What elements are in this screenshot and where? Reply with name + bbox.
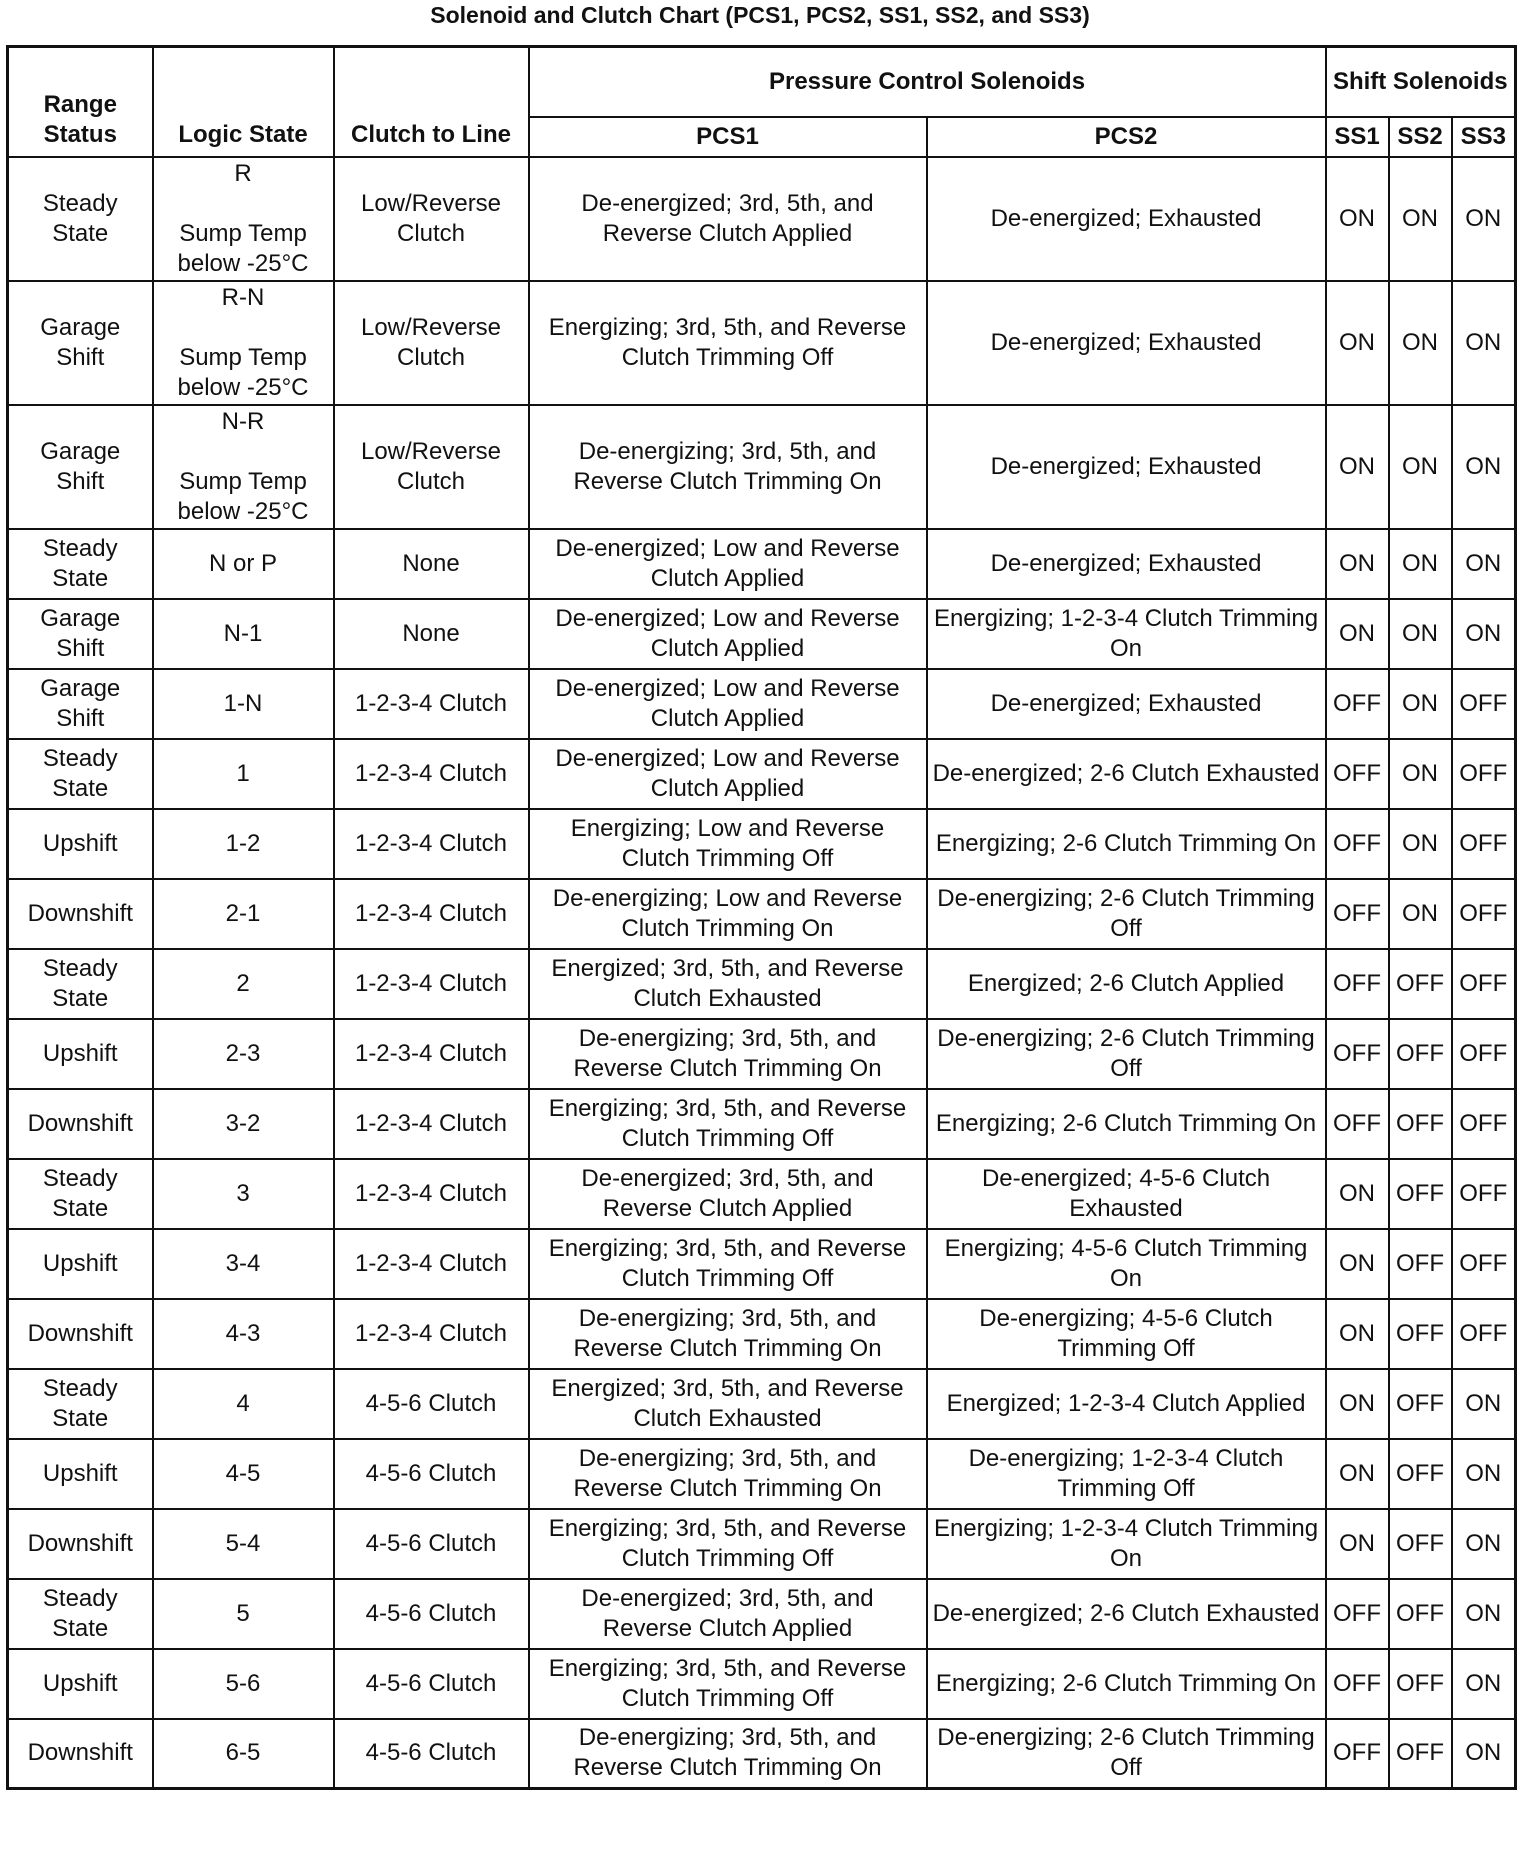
pcs2-cell: Energizing; 2-6 Clutch Trimming On (927, 1649, 1326, 1719)
pcs1-cell: Energizing; 3rd, 5th, and Reverse Clutch Trimming Off (529, 1649, 927, 1719)
logic-state-cell: 4-3 (153, 1299, 334, 1369)
pcs2-cell: Energizing; 2-6 Clutch Trimming On (927, 1089, 1326, 1159)
table-row (8, 405, 1516, 529)
pcs2-cell: De-energized; Exhausted (927, 405, 1326, 529)
ss3-cell: ON (1452, 1579, 1516, 1649)
table-row (8, 1369, 1516, 1439)
page-title: Solenoid and Clutch Chart (PCS1, PCS2, SS1, SS2, and SS3) (430, 2, 1090, 28)
header-ss3: SS3 (1452, 117, 1516, 157)
clutch-to-line-cell: 1-2-3-4 Clutch (334, 1159, 529, 1229)
header-clutch-to-line: Clutch to Line (334, 47, 529, 157)
pcs1-cell: Energizing; 3rd, 5th, and Reverse Clutch Trimming Off (529, 281, 927, 405)
ss3-cell: ON (1452, 1439, 1516, 1509)
ss1-cell: ON (1326, 281, 1389, 405)
clutch-to-line-cell: 4-5-6 Clutch (334, 1719, 529, 1789)
logic-state-cell: 4 (153, 1369, 334, 1439)
pcs1-cell: De-energized; Low and Reverse Clutch Applied (529, 669, 927, 739)
range-status-cell: Upshift (8, 809, 153, 879)
clutch-to-line-cell: Low/Reverse Clutch (334, 405, 529, 529)
table-row (8, 739, 1516, 809)
logic-state-cell: 2 (153, 949, 334, 1019)
header-logic-state: Logic State (153, 47, 334, 157)
pcs2-cell: De-energized; Exhausted (927, 157, 1326, 281)
table-body (8, 157, 1516, 1789)
range-status-cell: Steady State (8, 739, 153, 809)
ss1-cell: ON (1326, 1369, 1389, 1439)
pcs1-cell: De-energizing; Low and Reverse Clutch Trimming On (529, 879, 927, 949)
pcs1-cell: Energizing; Low and Reverse Clutch Trimming Off (529, 809, 927, 879)
table-row (8, 1439, 1516, 1509)
pcs2-cell: De-energizing; 4-5-6 Clutch Trimming Off (927, 1299, 1326, 1369)
ss1-cell: ON (1326, 157, 1389, 281)
ss3-cell: ON (1452, 1719, 1516, 1789)
ss2-cell: OFF (1389, 1369, 1452, 1439)
table-row (8, 809, 1516, 879)
table-row (8, 529, 1516, 599)
ss1-cell: ON (1326, 1439, 1389, 1509)
ss2-cell: OFF (1389, 1299, 1452, 1369)
pcs1-cell: De-energizing; 3rd, 5th, and Reverse Clutch Trimming On (529, 1019, 927, 1089)
table-row (8, 669, 1516, 739)
ss3-cell: OFF (1452, 879, 1516, 949)
ss3-cell: OFF (1452, 1159, 1516, 1229)
pcs1-cell: De-energized; Low and Reverse Clutch Applied (529, 739, 927, 809)
ss3-cell: ON (1452, 281, 1516, 405)
range-status-cell: Steady State (8, 1369, 153, 1439)
range-status-cell: Downshift (8, 1509, 153, 1579)
ss2-cell: ON (1389, 529, 1452, 599)
ss2-cell: OFF (1389, 1229, 1452, 1299)
ss2-cell: OFF (1389, 949, 1452, 1019)
range-status-cell: Upshift (8, 1649, 153, 1719)
clutch-to-line-cell: 1-2-3-4 Clutch (334, 809, 529, 879)
ss2-cell: ON (1389, 405, 1452, 529)
header-ss2: SS2 (1389, 117, 1452, 157)
ss2-cell: OFF (1389, 1439, 1452, 1509)
logic-state-cell: 1 (153, 739, 334, 809)
ss1-cell: OFF (1326, 1019, 1389, 1089)
logic-state-cell: 2-3 (153, 1019, 334, 1089)
clutch-to-line-cell: Low/Reverse Clutch (334, 281, 529, 405)
clutch-to-line-cell: None (334, 529, 529, 599)
logic-state-cell: 1-2 (153, 809, 334, 879)
ss1-cell: OFF (1326, 1649, 1389, 1719)
header-pressure-control-solenoids: Pressure Control Solenoids (529, 47, 1326, 117)
logic-state-cell: 1-N (153, 669, 334, 739)
table-row (8, 1229, 1516, 1299)
range-status-cell: Garage Shift (8, 599, 153, 669)
pcs2-cell: De-energized; 2-6 Clutch Exhausted (927, 1579, 1326, 1649)
pcs2-cell: De-energized; Exhausted (927, 281, 1326, 405)
pcs1-cell: De-energized; Low and Reverse Clutch Applied (529, 599, 927, 669)
pcs1-cell: De-energized; Low and Reverse Clutch Applied (529, 529, 927, 599)
pcs1-cell: De-energizing; 3rd, 5th, and Reverse Clutch Trimming On (529, 405, 927, 529)
ss1-cell: ON (1326, 599, 1389, 669)
table-row (8, 1509, 1516, 1579)
pcs2-cell: De-energizing; 2-6 Clutch Trimming Off (927, 1019, 1326, 1089)
clutch-to-line-cell: 1-2-3-4 Clutch (334, 1229, 529, 1299)
ss1-cell: ON (1326, 529, 1389, 599)
ss3-cell: ON (1452, 1369, 1516, 1439)
ss1-cell: OFF (1326, 669, 1389, 739)
pcs2-cell: Energizing; 4-5-6 Clutch Trimming On (927, 1229, 1326, 1299)
table-row (8, 1019, 1516, 1089)
pcs2-cell: Energized; 2-6 Clutch Applied (927, 949, 1326, 1019)
ss3-cell: ON (1452, 1649, 1516, 1719)
range-status-cell: Upshift (8, 1439, 153, 1509)
table-row (8, 1649, 1516, 1719)
logic-state-cell: N-1 (153, 599, 334, 669)
header-pcs1: PCS1 (529, 117, 927, 157)
ss2-cell: OFF (1389, 1089, 1452, 1159)
table-row (8, 157, 1516, 281)
clutch-to-line-cell: 4-5-6 Clutch (334, 1369, 529, 1439)
range-status-cell: Steady State (8, 949, 153, 1019)
table-row (8, 1299, 1516, 1369)
table-row (8, 1089, 1516, 1159)
range-status-cell: Upshift (8, 1019, 153, 1089)
header-ss1: SS1 (1326, 117, 1389, 157)
pcs1-cell: Energizing; 3rd, 5th, and Reverse Clutch Trimming Off (529, 1229, 927, 1299)
clutch-to-line-cell: 4-5-6 Clutch (334, 1509, 529, 1579)
pcs1-cell: De-energizing; 3rd, 5th, and Reverse Clutch Trimming On (529, 1299, 927, 1369)
ss3-cell: OFF (1452, 809, 1516, 879)
pcs2-cell: De-energized; Exhausted (927, 529, 1326, 599)
ss2-cell: ON (1389, 669, 1452, 739)
ss3-cell: OFF (1452, 1089, 1516, 1159)
ss1-cell: ON (1326, 1229, 1389, 1299)
range-status-cell: Garage Shift (8, 669, 153, 739)
range-status-cell: Downshift (8, 1299, 153, 1369)
range-status-cell: Downshift (8, 1089, 153, 1159)
ss1-cell: OFF (1326, 739, 1389, 809)
ss1-cell: OFF (1326, 1719, 1389, 1789)
ss1-cell: ON (1326, 405, 1389, 529)
logic-state-cell: R-N Sump Temp below -25°C (153, 281, 334, 405)
table-row (8, 599, 1516, 669)
ss1-cell: OFF (1326, 809, 1389, 879)
logic-state-cell: 3-4 (153, 1229, 334, 1299)
logic-state-cell: N or P (153, 529, 334, 599)
ss3-cell: OFF (1452, 669, 1516, 739)
clutch-to-line-cell: 4-5-6 Clutch (334, 1439, 529, 1509)
ss3-cell: OFF (1452, 1229, 1516, 1299)
table-row (8, 1719, 1516, 1789)
ss3-cell: OFF (1452, 1019, 1516, 1089)
pcs1-cell: De-energized; 3rd, 5th, and Reverse Clutch Applied (529, 1579, 927, 1649)
clutch-to-line-cell: 1-2-3-4 Clutch (334, 669, 529, 739)
table-row (8, 949, 1516, 1019)
pcs1-cell: De-energizing; 3rd, 5th, and Reverse Clutch Trimming On (529, 1439, 927, 1509)
logic-state-cell: R Sump Temp below -25°C (153, 157, 334, 281)
ss2-cell: ON (1389, 157, 1452, 281)
header-row-top (8, 47, 1516, 117)
ss2-cell: ON (1389, 281, 1452, 405)
ss1-cell: OFF (1326, 879, 1389, 949)
logic-state-cell: 5 (153, 1579, 334, 1649)
ss3-cell: ON (1452, 1509, 1516, 1579)
clutch-to-line-cell: 1-2-3-4 Clutch (334, 949, 529, 1019)
logic-state-cell: 2-1 (153, 879, 334, 949)
ss3-cell: ON (1452, 529, 1516, 599)
ss3-cell: OFF (1452, 949, 1516, 1019)
ss1-cell: OFF (1326, 1089, 1389, 1159)
clutch-to-line-cell: Low/Reverse Clutch (334, 157, 529, 281)
pcs2-cell: De-energized; 4-5-6 Clutch Exhausted (927, 1159, 1326, 1229)
pcs1-cell: Energizing; 3rd, 5th, and Reverse Clutch Trimming Off (529, 1509, 927, 1579)
range-status-cell: Garage Shift (8, 405, 153, 529)
pcs1-cell: De-energizing; 3rd, 5th, and Reverse Clutch Trimming On (529, 1719, 927, 1789)
ss2-cell: OFF (1389, 1159, 1452, 1229)
pcs2-cell: Energizing; 2-6 Clutch Trimming On (927, 809, 1326, 879)
clutch-to-line-cell: 1-2-3-4 Clutch (334, 1019, 529, 1089)
logic-state-cell: 3-2 (153, 1089, 334, 1159)
table-row (8, 281, 1516, 405)
ss1-cell: ON (1326, 1159, 1389, 1229)
ss2-cell: OFF (1389, 1579, 1452, 1649)
clutch-to-line-cell: 1-2-3-4 Clutch (334, 879, 529, 949)
ss3-cell: OFF (1452, 1299, 1516, 1369)
clutch-to-line-cell: 4-5-6 Clutch (334, 1649, 529, 1719)
ss2-cell: OFF (1389, 1649, 1452, 1719)
clutch-to-line-cell: 1-2-3-4 Clutch (334, 1089, 529, 1159)
range-status-cell: Garage Shift (8, 281, 153, 405)
pcs2-cell: Energizing; 1-2-3-4 Clutch Trimming On (927, 1509, 1326, 1579)
range-status-cell: Steady State (8, 1159, 153, 1229)
ss2-cell: ON (1389, 879, 1452, 949)
header-shift-solenoids: Shift Solenoids (1326, 47, 1516, 117)
logic-state-cell: 5-6 (153, 1649, 334, 1719)
pcs2-cell: De-energizing; 1-2-3-4 Clutch Trimming Off (927, 1439, 1326, 1509)
ss2-cell: ON (1389, 739, 1452, 809)
logic-state-cell: N-R Sump Temp below -25°C (153, 405, 334, 529)
range-status-cell: Downshift (8, 1719, 153, 1789)
logic-state-cell: 6-5 (153, 1719, 334, 1789)
pcs1-cell: Energizing; 3rd, 5th, and Reverse Clutch Trimming Off (529, 1089, 927, 1159)
pcs1-cell: Energized; 3rd, 5th, and Reverse Clutch Exhausted (529, 1369, 927, 1439)
ss2-cell: OFF (1389, 1509, 1452, 1579)
ss1-cell: OFF (1326, 1579, 1389, 1649)
pcs2-cell: De-energized; Exhausted (927, 669, 1326, 739)
pcs2-cell: Energized; 1-2-3-4 Clutch Applied (927, 1369, 1326, 1439)
ss3-cell: ON (1452, 599, 1516, 669)
logic-state-cell: 5-4 (153, 1509, 334, 1579)
range-status-cell: Upshift (8, 1229, 153, 1299)
range-status-cell: Downshift (8, 879, 153, 949)
pcs2-cell: De-energizing; 2-6 Clutch Trimming Off (927, 879, 1326, 949)
range-status-cell: Steady State (8, 157, 153, 281)
ss1-cell: ON (1326, 1509, 1389, 1579)
clutch-to-line-cell: 4-5-6 Clutch (334, 1579, 529, 1649)
ss1-cell: OFF (1326, 949, 1389, 1019)
clutch-to-line-cell: 1-2-3-4 Clutch (334, 1299, 529, 1369)
ss2-cell: OFF (1389, 1019, 1452, 1089)
range-status-cell: Steady State (8, 1579, 153, 1649)
ss3-cell: ON (1452, 157, 1516, 281)
ss3-cell: OFF (1452, 739, 1516, 809)
header-pcs2: PCS2 (927, 117, 1326, 157)
table-header (8, 47, 1516, 157)
header-range-status: Range Status (8, 47, 153, 157)
pcs1-cell: De-energized; 3rd, 5th, and Reverse Clutch Applied (529, 157, 927, 281)
logic-state-cell: 4-5 (153, 1439, 334, 1509)
clutch-to-line-cell: None (334, 599, 529, 669)
ss2-cell: ON (1389, 599, 1452, 669)
pcs2-cell: De-energizing; 2-6 Clutch Trimming Off (927, 1719, 1326, 1789)
pcs1-cell: Energized; 3rd, 5th, and Reverse Clutch Exhausted (529, 949, 927, 1019)
ss1-cell: ON (1326, 1299, 1389, 1369)
logic-state-cell: 3 (153, 1159, 334, 1229)
ss2-cell: ON (1389, 809, 1452, 879)
pcs2-cell: De-energized; 2-6 Clutch Exhausted (927, 739, 1326, 809)
ss2-cell: OFF (1389, 1719, 1452, 1789)
pcs2-cell: Energizing; 1-2-3-4 Clutch Trimming On (927, 599, 1326, 669)
ss3-cell: ON (1452, 405, 1516, 529)
clutch-to-line-cell: 1-2-3-4 Clutch (334, 739, 529, 809)
table-row (8, 879, 1516, 949)
table-row (8, 1579, 1516, 1649)
range-status-cell: Steady State (8, 529, 153, 599)
solenoid-clutch-table (6, 45, 1517, 1790)
pcs1-cell: De-energized; 3rd, 5th, and Reverse Clutch Applied (529, 1159, 927, 1229)
table-row (8, 1159, 1516, 1229)
